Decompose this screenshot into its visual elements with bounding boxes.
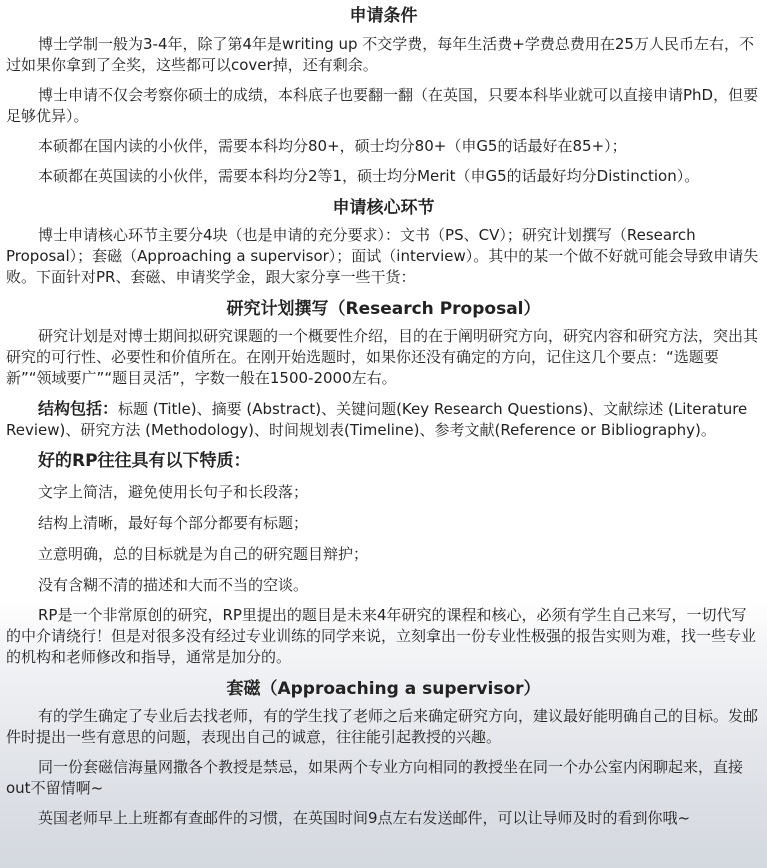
paragraph-domestic-grades: 本硕都在国内读的小伙伴，需要本科均分80+，硕士均分80+（申G5的话最好在85+）； [38, 137, 627, 155]
trait-item-2: 结构上清晰，最好每个部分都要有标题； [38, 514, 309, 532]
structure-text: 标题 (Title)、摘要 (Abstract)、关键问题(Key Research Questions)、文献综述 (Literature Review)、研究方法 (Methodology)、时间规划表(Timeline)、参考文献(Reference or Bibliography)。 [6, 400, 748, 439]
paragraph-duration-cost: 博士学制一般为3-4年，除了第4年是writing up 不交学费，每年生活费+学费总费用在25万人民币左右，不过如果你拿到了全奖，这些都可以cover掉，还有剩余。 [6, 35, 754, 74]
trait-item-4: 没有含糊不清的描述和大而不当的空谈。 [38, 576, 309, 594]
heading-good-rp-traits: 好的RP往往具有以下特质： [38, 451, 251, 471]
paragraph-mass-email-warning: 同一份套磁信海量网撒各个教授是禁忌，如果两个专业方向相同的教授坐在同一个办公室内闲聊起来，直接out不留情啊~ [6, 758, 744, 797]
structure-label: 结构包括： [38, 399, 119, 418]
paragraph-proposal-intro: 研究计划是对博士期间拟研究课题的一个概要性介绍，目的在于阐明研究方向，研究内容和研究方法，突出其研究的可行性、必要性和价值所在。在刚开始选题时，如果你还没有确定的方向，记住这几个要点：“选题要新”“领域要广”“题目灵活”，字数一般在1500-2000左右。 [6, 327, 759, 387]
paragraph-rp-originality: RP是一个非常原创的研究，RP里提出的题目是未来4年研究的课程和核心，必须有学生自己来写，一切代写的中介请绕行！但是对很多没有经过专业训练的同学来说，立刻拿出一份专业性极强的报告实则为难，找一些专业的机构和老师修改和指导，通常是加分的。 [6, 606, 757, 666]
paragraph-uk-grades: 本硕都在英国读的小伙伴，需要本科均分2等1，硕士均分Merit（申G5的话最好均分Distinction）。 [38, 167, 700, 185]
paragraph-structure [6, 398, 761, 441]
heading-approaching-supervisor: 套磁（Approaching a supervisor） [226, 679, 541, 699]
paragraph-core-steps: 博士申请核心环节主要分4块（也是申请的充分要求）：文书（PS、CV）；研究计划撰写（Research Proposal）；套磁（Approaching a supervisor）；面试（interview）。其中的某一个做不好就可能会导致申请失败。下面针对PR、套磁、申请奖学金，跟大家分享一些干货： [6, 226, 759, 286]
heading-research-proposal: 研究计划撰写（Research Proposal） [226, 299, 541, 319]
paragraph-email-timing: 英国老师早上上班都有查邮件的习惯，在英国时间9点左右发送邮件，可以让导师及时的看到你哦~ [38, 809, 691, 827]
paragraph-grades-review: 博士申请不仅会考察你硕士的成绩，本科底子也要翻一翻（在英国，只要本科毕业就可以直接申请PhD，但要足够优异）。 [6, 86, 759, 125]
heading-core-steps: 申请核心环节 [332, 198, 435, 218]
trait-item-1: 文字上简洁，避免使用长句子和长段落； [38, 483, 309, 501]
trait-item-3: 立意明确，总的目标就是为自己的研究题目辩护； [38, 545, 369, 563]
paragraph-contact-teacher: 有的学生确定了专业后去找老师，有的学生找了老师之后来确定研究方向，建议最好能明确自己的目标。发邮件时提出一些有意思的问题，表现出自己的诚意，往往能引起教授的兴趣。 [6, 707, 759, 746]
heading-application-requirements: 申请条件 [349, 6, 418, 26]
